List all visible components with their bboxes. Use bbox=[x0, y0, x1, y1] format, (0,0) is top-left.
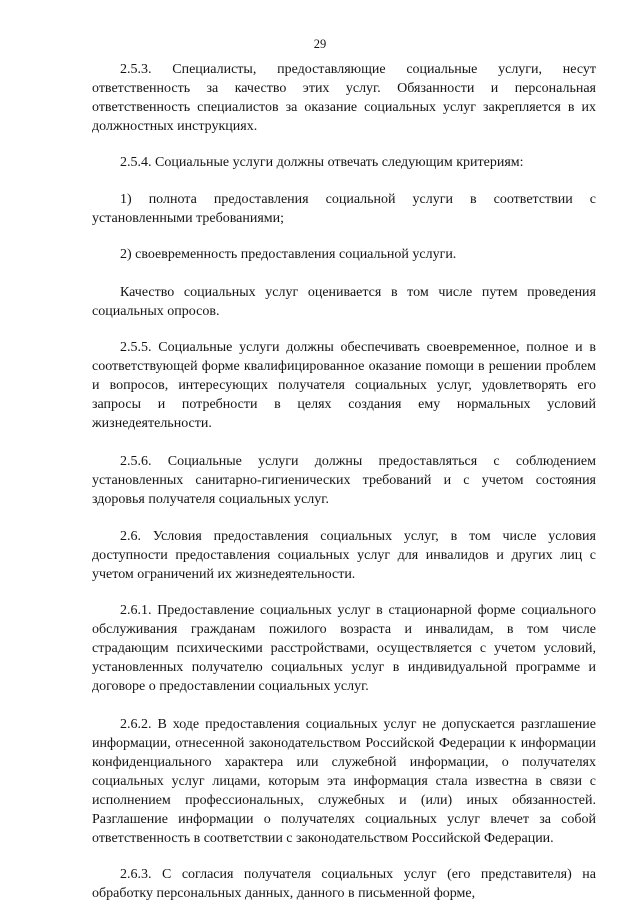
paragraph-2-6: 2.6. Условия предоставления социальных услуг, в том числе условия доступности предоставления социальных услуг для инвалидов и других лиц с учетом ограничений их жизнедеятельности. bbox=[92, 529, 596, 582]
paragraph-quality-assessment: Качество социальных услуг оценивается в том числе путем проведения социальных опросов. bbox=[92, 285, 596, 319]
page-number: 29 bbox=[313, 37, 327, 51]
paragraph-2-5-6: 2.5.6. Социальные услуги должны предоставляться с соблюдением установленных санитарно-гигиенических требований и с учетом состояния здоровья получателя социальных услуг. bbox=[92, 454, 596, 507]
paragraph-criterion-1: 1) полнота предоставления социальной услуги в соответствии с установленными требованиями; bbox=[92, 192, 596, 226]
paragraph-2-6-3: 2.6.3. С согласия получателя социальных услуг (его представителя) на обработку персональных данных, данного в письменной форме, bbox=[92, 867, 596, 901]
paragraph-2-5-4: 2.5.4. Социальные услуги должны отвечать следующим критериям: bbox=[120, 155, 524, 170]
paragraph-2-5-5: 2.5.5. Социальные услуги должны обеспечивать своевременное, полное и в соответствующей форме квалифицированное оказание помощи в решении проблем и вопросов, интересующих получателя социальных услуг, удовлетворять его запросы и потребности в целях создания ему нормальных условий жизнедеятельности. bbox=[92, 340, 596, 431]
document-body bbox=[92, 60, 596, 903]
paragraph-criterion-2: 2) своевременность предоставления социальной услуги. bbox=[120, 247, 457, 262]
paragraph-2-6-1: 2.6.1. Предоставление социальных услуг в стационарной форме социального обслуживания гражданам пожилого возраста и инвалидам, в том числе страдающим психическими расстройствами, осуществляется с учетом условий, установленных получателю социальных услуг в индивидуальной программе и договоре о предоставлении социальных услуг. bbox=[92, 603, 596, 694]
paragraph-2-5-3: 2.5.3. Специалисты, предоставляющие социальные услуги, несут ответственность за качество этих услуг. Обязанности и персональная ответственность специалистов за оказание социальных услуг закрепляется в их должностных инструкциях. bbox=[92, 62, 596, 134]
paragraph-2-6-2: 2.6.2. В ходе предоставления социальных услуг не допускается разглашение информации, отнесенной законодательством Российской Федерации к информации конфиденциального характера или служебной информации, о получателях социальных услуг лицами, которым эта информация стала известна в связи с исполнением профессиональных, служебных и (или) иных обязанностей. Разглашение информации о получателях социальных услуг влечет за собой ответственность в соответствии с законодательством Российской Федерации. bbox=[92, 717, 596, 846]
